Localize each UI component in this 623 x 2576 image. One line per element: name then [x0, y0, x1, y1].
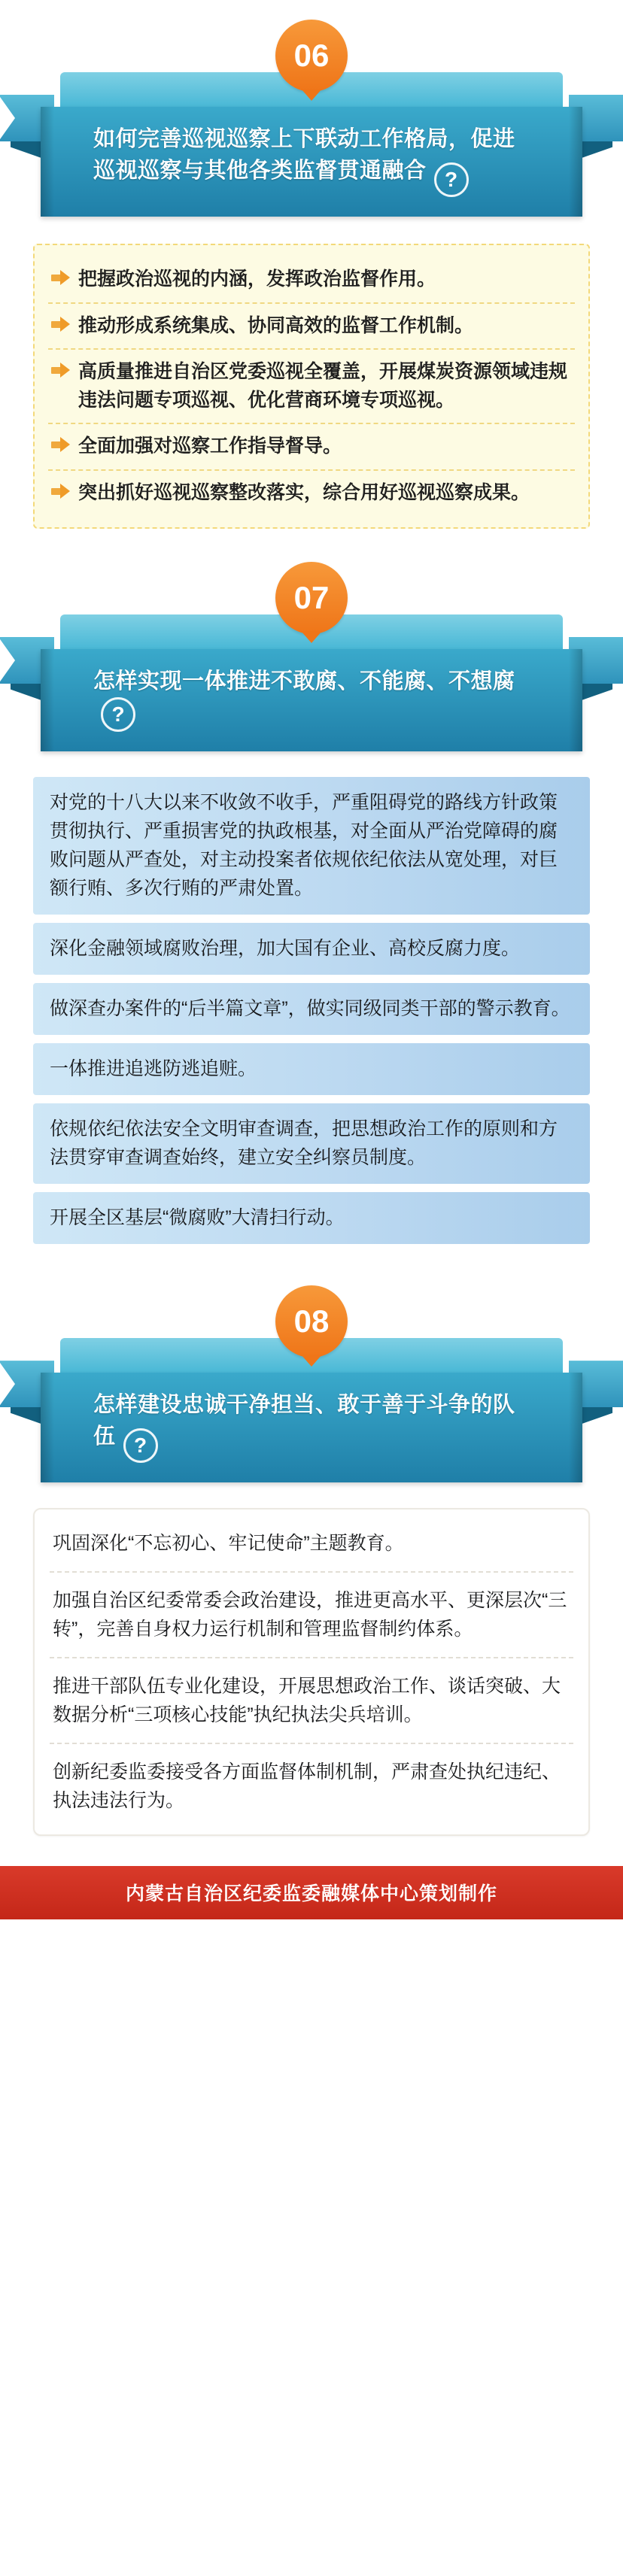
- banner-body: [41, 1373, 582, 1482]
- section-06: [0, 20, 623, 536]
- list-item-text: 高质量推进自治区党委巡视全覆盖，开展煤炭资源领域违规违法问题专项巡视、优化营商环境专项巡视。: [78, 361, 568, 411]
- banner-body: [41, 107, 582, 217]
- section-07: [0, 562, 623, 1260]
- arrow-right-icon: [51, 315, 71, 335]
- arrow-right-icon: [51, 435, 71, 455]
- list-item: 深化金融领域腐败治理，加大国有企业、高校反腐力度。: [33, 923, 590, 975]
- list-item: 一体推进追逃防逃追赃。: [33, 1043, 590, 1095]
- list-item-text: 把握政治巡视的内涵，发挥政治监督作用。: [78, 269, 436, 290]
- list-item: 巩固深化“不忘初心、牢记使命”主题教育。: [50, 1516, 573, 1573]
- list-item: 创新纪委监委接受各方面监督体制机制，严肃查处执纪违纪、执法违法行为。: [53, 1761, 561, 1812]
- yellow-list-card: [33, 244, 590, 529]
- section-number-badge: 06: [275, 20, 348, 92]
- blue-stripe-list: [33, 777, 590, 1244]
- list-item: 加强自治区纪委常委会政治建设，推进更高水平、更深层次“三转”，完善自身权力运行机制和管理监督制约体系。: [50, 1573, 573, 1658]
- list-item-text: 全面加强对巡察工作指导督导。: [78, 435, 342, 457]
- list-item: 对党的十八大以来不收敛不收手，严重阻碍党的路线方针政策贯彻执行、严重损害党的执政根基，对全面从严治党障碍的腐败问题从严查处，对主动投案者依规依纪依法从宽处理，对巨额行贿、多次行贿的严肃处置。: [33, 777, 590, 915]
- list-item: [48, 257, 575, 304]
- section-content: [0, 1482, 623, 1843]
- section-content: [0, 751, 623, 1260]
- section-number-badge: 07: [275, 562, 348, 634]
- question-mark-icon: ?: [101, 697, 135, 732]
- question-mark-icon: ?: [123, 1428, 158, 1463]
- list-item: 做深查办案件的“后半篇文章”，做实同级同类干部的警示教育。: [33, 983, 590, 1035]
- section-title: 怎样实现一体推进不敢腐、不能腐、不想腐: [93, 669, 515, 694]
- section-08: [0, 1285, 623, 1843]
- arrow-right-icon: [51, 361, 71, 381]
- footer-credit: 内蒙古自治区纪委监委融媒体中心策划制作: [0, 1866, 623, 1919]
- section-content: [0, 217, 623, 536]
- list-item: 推进干部队伍专业化建设，开展思想政治工作、谈话突破、大数据分析“三项核心技能”执纪执法尖兵培训。: [50, 1658, 573, 1744]
- section-title: 如何完善巡视巡察上下联动工作格局，促进巡视巡察与其他各类监督贯通融合: [93, 127, 515, 184]
- list-item: [48, 304, 575, 350]
- list-item: [48, 424, 575, 471]
- section-title: 怎样建设忠诚干净担当、敢于善于斗争的队伍: [93, 1393, 515, 1449]
- arrow-right-icon: [51, 482, 71, 502]
- banner-body: [41, 649, 582, 751]
- white-list-card: [33, 1508, 590, 1836]
- list-item: 开展全区基层“微腐败”大清扫行动。: [33, 1192, 590, 1244]
- list-item-text: 突出抓好巡视巡察整改落实，综合用好巡视巡察成果。: [78, 481, 530, 503]
- list-item: [48, 350, 575, 424]
- section-number-badge: 08: [275, 1285, 348, 1358]
- list-item-text: 推动形成系统集成、协同高效的监督工作机制。: [78, 314, 474, 336]
- question-mark-icon: ?: [434, 162, 469, 197]
- list-item: [48, 471, 575, 516]
- list-item: 依规依纪依法安全文明审查调查，把思想政治工作的原则和方法贯穿审查调查始终，建立安全纠察员制度。: [33, 1103, 590, 1184]
- arrow-right-icon: [51, 269, 71, 288]
